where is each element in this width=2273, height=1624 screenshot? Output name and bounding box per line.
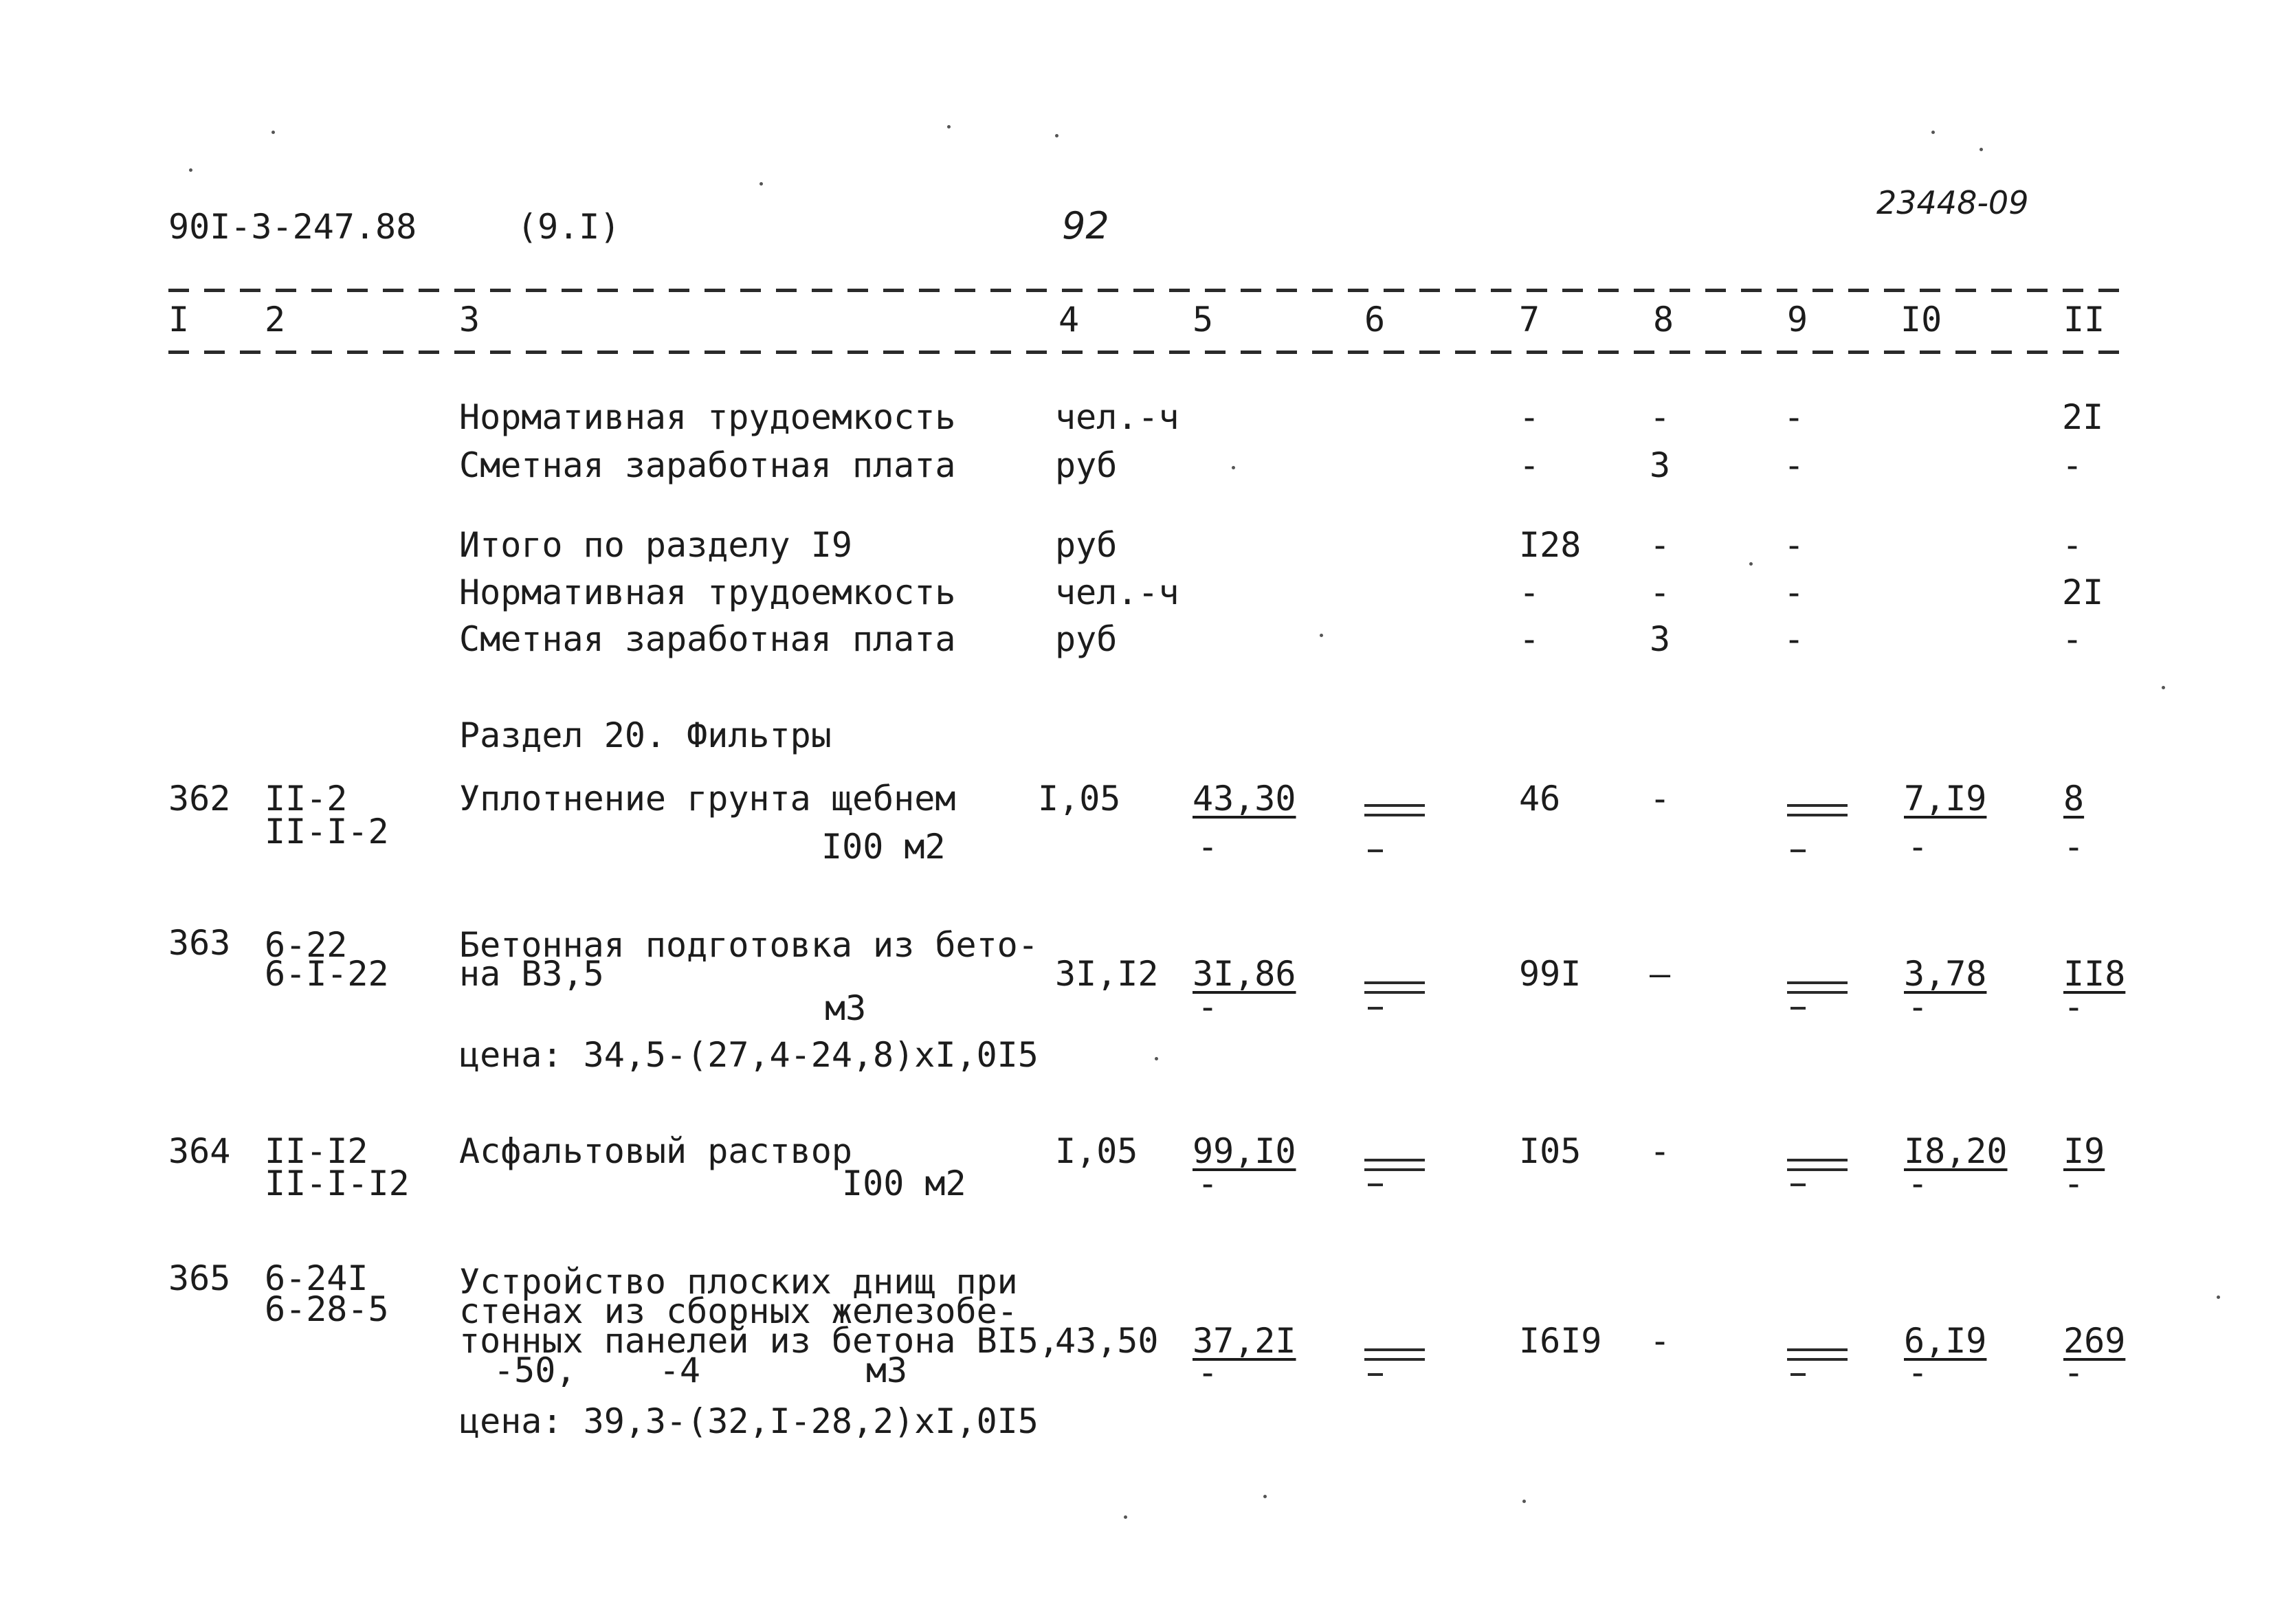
- item-col11: 269: [2063, 1321, 2126, 1361]
- item-col10-second: -: [1907, 1164, 1929, 1203]
- summary-label: Сметная заработная плата: [459, 445, 956, 485]
- item-number: 365: [168, 1258, 231, 1298]
- col-header-8: 8: [1653, 300, 1674, 340]
- scan-speck: [1980, 148, 1983, 151]
- item-col5-second: -: [1197, 1164, 1219, 1203]
- scan-speck: [1263, 1495, 1267, 1498]
- item-number: 363: [168, 923, 231, 963]
- item-description: Асфальтовый раствор: [459, 1131, 852, 1171]
- scan-speck: [1320, 634, 1323, 637]
- dash-mark: [1368, 849, 1383, 852]
- item-col10-second: -: [1907, 827, 1929, 867]
- item-number: 362: [168, 779, 231, 819]
- col-header-4: 4: [1058, 300, 1080, 340]
- item-unit: I00 м2: [821, 827, 946, 867]
- col-header-7: 7: [1519, 300, 1540, 340]
- item-col5-second: -: [1197, 987, 1219, 1027]
- item-price-formula: цена: 39,3-(32,I-28,2)хI,0I5: [459, 1401, 1039, 1441]
- summary-col8: 3: [1650, 445, 1671, 485]
- item-quantity: 3I,I2: [1055, 954, 1159, 994]
- summary-col8: 3: [1650, 619, 1671, 659]
- item-col11-second: -: [2063, 1353, 2085, 1392]
- double-dash-mark: [1787, 1348, 1848, 1361]
- item-col7: I6I9: [1519, 1321, 1602, 1361]
- dash-mark: [1368, 1007, 1383, 1010]
- summary-col9: -: [1784, 525, 1805, 565]
- section-total-label: Итого по разделу I9: [459, 525, 852, 565]
- item-description: стенах из сборных железобе-: [459, 1291, 1018, 1331]
- item-code: II-I2: [265, 1131, 368, 1171]
- item-code: 6-22: [265, 925, 348, 965]
- col-header-2: 2: [265, 300, 286, 340]
- item-col7: 99I: [1519, 954, 1582, 994]
- scan-speck: [1522, 1500, 1526, 1503]
- summary-col11: -: [2062, 525, 2083, 565]
- item-col8: -: [1650, 1321, 1671, 1361]
- item-col8: -: [1650, 779, 1671, 819]
- item-code-alt: II-I-I2: [265, 1164, 410, 1203]
- item-col7: I05: [1519, 1131, 1582, 1171]
- summary-unit: руб: [1055, 525, 1118, 565]
- item-col11: 8: [2063, 779, 2085, 819]
- scan-speck: [2217, 1295, 2220, 1299]
- item-code-alt: 6-28-5: [265, 1289, 389, 1329]
- item-col11: II8: [2063, 954, 2126, 994]
- col-header-11: II: [2063, 300, 2105, 340]
- item-col10: 6,I9: [1904, 1321, 1987, 1361]
- double-dash-mark: [1364, 1348, 1425, 1361]
- item-col8: —: [1650, 954, 1671, 994]
- scan-speck: [271, 131, 275, 134]
- dash-mark: [1790, 1007, 1806, 1010]
- item-description: тонных панелей из бетона ВI5,: [459, 1321, 1059, 1361]
- item-code-alt: 6-I-22: [265, 954, 389, 994]
- item-col5: 3I,86: [1193, 954, 1296, 994]
- scan-speck: [759, 182, 763, 186]
- summary-col8: -: [1650, 572, 1671, 612]
- item-col7: 46: [1519, 779, 1561, 819]
- item-col5-second: -: [1197, 827, 1219, 867]
- item-col8: -: [1650, 1131, 1671, 1171]
- summary-col7: -: [1519, 397, 1540, 437]
- col-header-6: 6: [1364, 300, 1386, 340]
- item-description: Уплотнение грунта щебнем: [459, 779, 956, 819]
- double-dash-mark: [1787, 804, 1848, 816]
- scan-speck: [1232, 466, 1235, 469]
- summary-col7: I28: [1519, 525, 1582, 565]
- summary-unit: руб: [1055, 445, 1118, 485]
- item-quantity: I,05: [1038, 779, 1121, 819]
- item-unit: -50, -4 м3: [494, 1350, 908, 1390]
- header-rule-top: [168, 289, 2131, 292]
- summary-col11: -: [2062, 445, 2083, 485]
- double-dash-mark: [1364, 981, 1425, 994]
- summary-col11: 2I: [2062, 397, 2104, 437]
- item-code-alt: II-I-2: [265, 812, 389, 852]
- col-header-3: 3: [459, 300, 480, 340]
- col-header-10: I0: [1900, 300, 1942, 340]
- item-col5-second: -: [1197, 1353, 1219, 1392]
- summary-unit: руб: [1055, 619, 1118, 659]
- summary-col9: -: [1784, 445, 1805, 485]
- double-dash-mark: [1787, 1159, 1848, 1171]
- summary-col8: -: [1650, 525, 1671, 565]
- section-title: Раздел 20. Фильтры: [459, 715, 832, 755]
- summary-col7: -: [1519, 572, 1540, 612]
- scan-speck: [1931, 131, 1935, 134]
- summary-unit: чел.-ч: [1055, 572, 1179, 612]
- item-number: 364: [168, 1131, 231, 1171]
- summary-label: Сметная заработная плата: [459, 619, 956, 659]
- item-price-formula: цена: 34,5-(27,4-24,8)хI,0I5: [459, 1035, 1039, 1075]
- summary-col9: -: [1784, 572, 1805, 612]
- section-reference: (9.I): [517, 207, 621, 247]
- scan-speck: [1124, 1515, 1127, 1519]
- item-unit: I00 м2: [842, 1164, 966, 1203]
- scan-speck: [947, 125, 951, 129]
- item-col10-second: -: [1907, 1353, 1929, 1392]
- dash-mark: [1790, 1183, 1806, 1186]
- scan-speck: [1055, 134, 1058, 137]
- summary-col7: -: [1519, 619, 1540, 659]
- dash-mark: [1368, 1373, 1383, 1376]
- scan-speck: [189, 168, 192, 172]
- item-col11-second: -: [2063, 1164, 2085, 1203]
- col-header-9: 9: [1787, 300, 1808, 340]
- double-dash-mark: [1364, 804, 1425, 816]
- col-header-1: I: [168, 300, 190, 340]
- item-col11: I9: [2063, 1131, 2105, 1171]
- scan-speck: [1749, 562, 1753, 566]
- document-code: 90I-3-247.88: [168, 207, 417, 247]
- col-header-5: 5: [1193, 300, 1214, 340]
- dash-mark: [1790, 849, 1806, 852]
- item-unit: м3: [825, 988, 867, 1028]
- item-col10-second: -: [1907, 987, 1929, 1027]
- summary-col8: -: [1650, 397, 1671, 437]
- summary-label: Нормативная трудоемкость: [459, 397, 956, 437]
- summary-label: Нормативная трудоемкость: [459, 572, 956, 612]
- page-number: 92: [1062, 204, 1109, 247]
- summary-col7: -: [1519, 445, 1540, 485]
- summary-col11: 2I: [2062, 572, 2104, 612]
- summary-col9: -: [1784, 619, 1805, 659]
- item-description: Устройство плоских днищ при: [459, 1262, 1018, 1302]
- double-dash-mark: [1787, 981, 1848, 994]
- item-quantity: I,05: [1055, 1131, 1138, 1171]
- item-col5: 43,30: [1193, 779, 1296, 819]
- item-col5: 99,I0: [1193, 1131, 1296, 1171]
- item-col10: 7,I9: [1904, 779, 1987, 819]
- dash-mark: [1368, 1183, 1383, 1186]
- item-col11-second: -: [2063, 827, 2085, 867]
- item-description: на В3,5: [459, 954, 604, 994]
- item-col5: 37,2I: [1193, 1321, 1296, 1361]
- dash-mark: [1790, 1373, 1806, 1376]
- summary-col11: -: [2062, 619, 2083, 659]
- item-col10: I8,20: [1904, 1131, 2008, 1171]
- item-col11-second: -: [2063, 987, 2085, 1027]
- scan-speck: [1155, 1057, 1158, 1060]
- summary-unit: чел.-ч: [1055, 397, 1179, 437]
- archive-number: 23448-09: [1876, 184, 2029, 221]
- header-rule-bottom: [168, 351, 2131, 354]
- item-description: Бетонная подготовка из бето-: [459, 925, 1039, 965]
- double-dash-mark: [1364, 1159, 1425, 1171]
- scan-speck: [2162, 686, 2165, 689]
- item-quantity: 43,50: [1055, 1321, 1159, 1361]
- item-col10: 3,78: [1904, 954, 1987, 994]
- item-code: 6-24I: [265, 1258, 368, 1298]
- item-code: II-2: [265, 779, 348, 819]
- summary-col9: -: [1784, 397, 1805, 437]
